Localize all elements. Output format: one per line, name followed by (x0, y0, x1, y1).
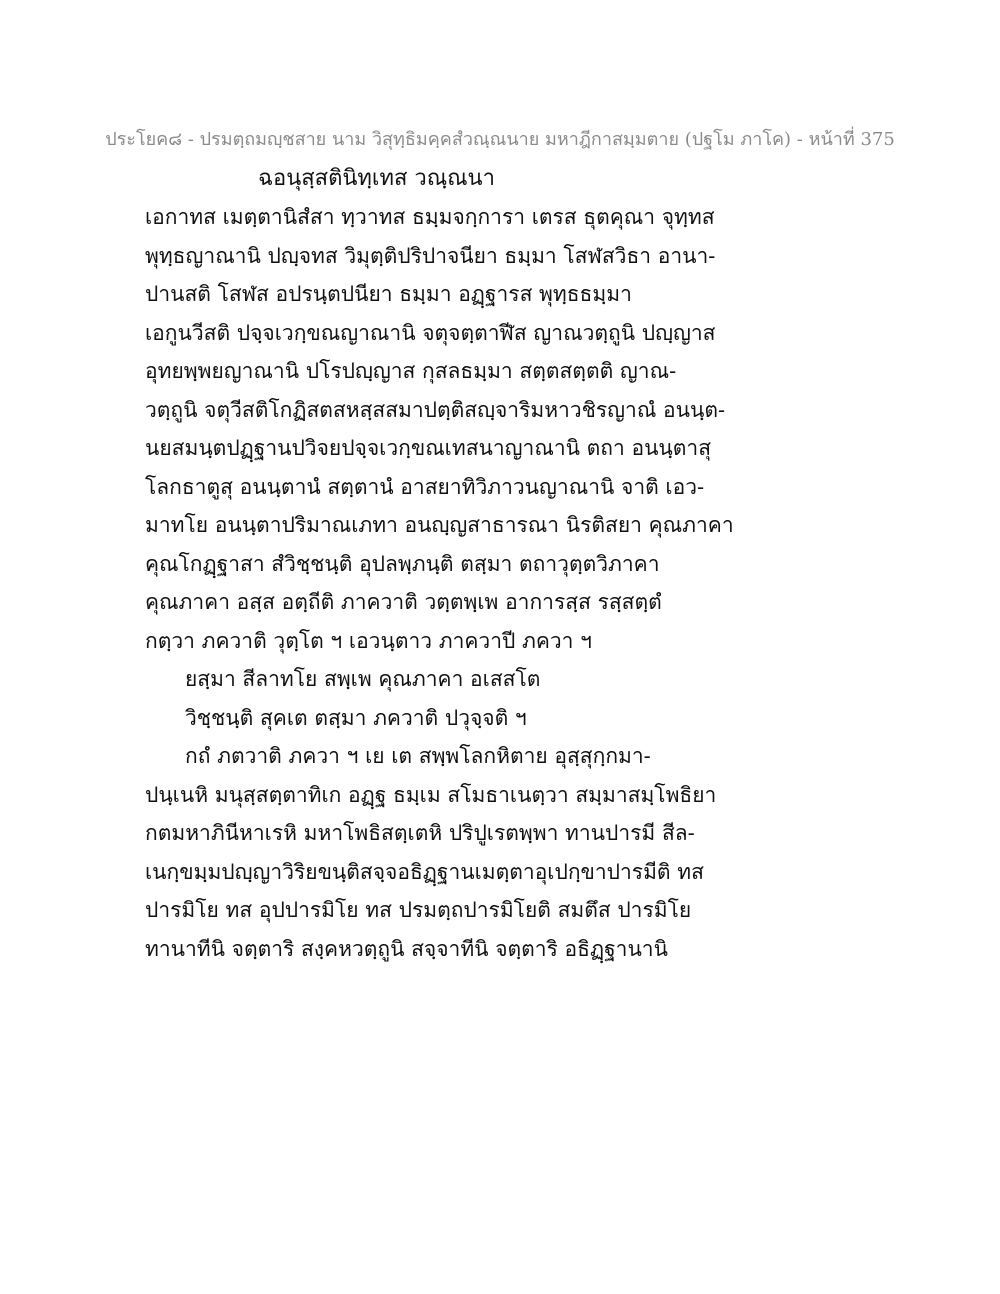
text-line: ทานาทีนิ จตฺตาริ สงฺคหวตฺถูนิ สจฺจาทีนิ จตฺตาริ อธิฏฺฐานานิ (145, 936, 668, 961)
text-line: คุณโกฏฺฐาสา สํวิชฺชนฺติ อุปลพฺภนฺติ ตสฺมา ตถาวุตฺตวิภาคา (145, 551, 660, 576)
body-text (145, 198, 865, 968)
text-line: นยสมนฺตปฏฺฐานปวิจยปจฺจเวกฺขณเทสนาญาณานิ ตถา อนนฺตาสุ (145, 436, 712, 460)
text-line: ปานสติ โสฬส อปรนฺตปนียา ธมฺมา อฏฺฐารส พุทฺธธมฺมา (145, 282, 632, 306)
text-line: พุทฺธญาณานิ ปญฺจทส วิมุตฺติปริปาจนียา ธมฺมา โสฬสวิธา อานา- (145, 243, 716, 268)
page-header: ประโยค๘ - ปรมตฺถมญฺชสาย นาม วิสุทฺธิมคฺคสํวณฺณนาย มหาฎีกาสมฺมตาย (ปฐโม ภาโค) - หน้าที่ 375 (105, 129, 895, 150)
verse-line: วิชฺชนฺติ สุคเต ตสฺมา ภควาติ ปวุจฺจติ ฯ (185, 705, 527, 730)
text-line: ปารมิโย ทส อุปปารมิโย ทส ปรมตฺถปารมิโยติ สมตึส ปารมิโย (145, 898, 692, 922)
text-line: คุณภาคา อสฺส อตฺถีติ ภาควาติ วตฺตพฺเพ อาการสฺส รสฺสตฺตํ (145, 590, 662, 614)
text-line: เอกูนวีสติ ปจฺจเวกฺขณญาณานิ จตุจตฺตาฬีส ญาณวตฺถูนิ ปญฺญาส (145, 320, 716, 345)
verse-line: ยสฺมา สีลาทโย สพฺเพ คุณภาคา อเสสโต (185, 667, 541, 691)
text-line: วตฺถูนิ จตุวีสติโกฏิสตสหสฺสสมาปตฺติสญฺจาริมหาวชิรญาณํ อนนฺต- (145, 397, 726, 422)
text-line: กตมหาภินีหาเรหิ มหาโพธิสตฺเตหิ ปริปูเรตพฺพา ทานปารมี สีล- (145, 821, 695, 845)
text-line: อุทยพฺพยญาณานิ ปโรปญฺญาส กุสลธมฺมา สตฺตสตฺตติ ญาณ- (145, 359, 677, 383)
text-line: มาทโย อนนฺตาปริมาณเภทา อนญฺญสาธารณา นิรติสยา คุณภาคา (145, 513, 734, 537)
section-title: ฉอนุสฺสตินิทฺเทส วณฺณนา (258, 166, 495, 191)
paragraph-start-line: กถํ ภตวาติ ภควา ฯ เย เต สพฺพโลกหิตาย อุสฺสุกฺกมา- (185, 744, 651, 768)
text-line: เอกาทส เมตฺตานิสํสา ทฺวาทส ธมฺมจกฺการา เตรส ธุตคุณา จุทฺทส (145, 205, 715, 229)
text-line: ปนฺเนหิ มนุสฺสตฺตาทิเก อฏฺฐ ธมฺเม สโมธาเนตฺวา สมฺมาสมฺโพธิยา (145, 782, 717, 807)
text-line: โลกธาตูสุ อนนฺตานํ สตฺตานํ อาสยาทิวิภาวนญาณานิ จาติ เอว- (145, 474, 705, 499)
text-line: กตฺวา ภควาติ วุตฺโต ฯ เอวนฺตาว ภาควาปี ภควา ฯ (145, 628, 592, 653)
text-line: เนกฺขมฺมปญฺญาวิริยขนฺติสจฺจอธิฏฺฐานเมตฺตาอุเปกฺขาปารมีติ ทส (145, 859, 704, 884)
